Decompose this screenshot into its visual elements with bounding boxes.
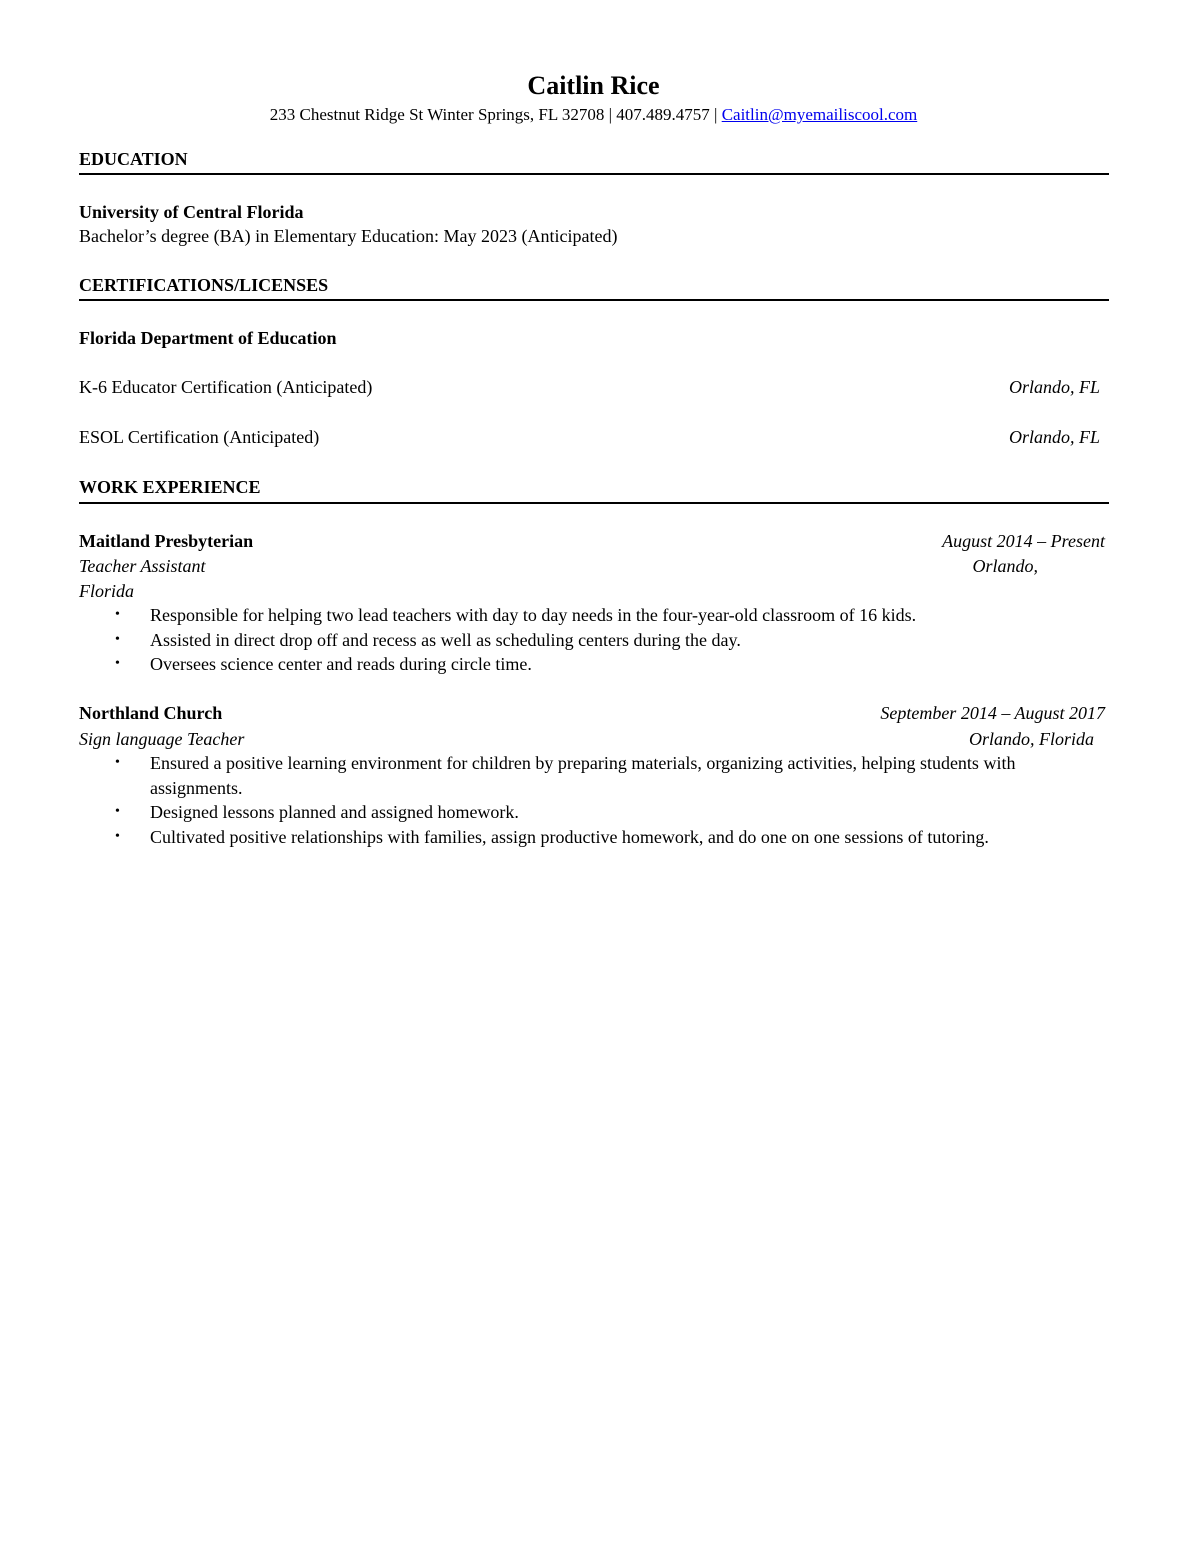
- job-location: Orlando,: [972, 556, 1038, 576]
- certification-name: K-6 Educator Certification (Anticipated): [79, 377, 373, 397]
- email-link[interactable]: Caitlin@myemailiscool.com: [721, 105, 918, 124]
- section-heading-work: WORK EXPERIENCE: [79, 477, 261, 497]
- candidate-name: Caitlin Rice: [527, 71, 660, 100]
- job-duties-list: [79, 603, 1109, 677]
- list-item: • Ensured a positive learning environment for children by preparing materials, organizing activities, helping students with assignments.: [115, 753, 1016, 798]
- list-item: • Assisted in direct drop off and recess as well as scheduling centers during the day.: [79, 628, 1109, 653]
- list-item: • Designed lessons planned and assigned homework.: [79, 800, 1109, 825]
- list-item: • Responsible for helping two lead teachers with day to day needs in the four-year-old classroom of 16 kids.: [79, 603, 1109, 628]
- certification-location: Orlando, FL: [1008, 427, 1100, 447]
- section-heading-education: EDUCATION: [79, 149, 188, 169]
- certification-location: Orlando, FL: [1008, 377, 1100, 397]
- section-rule-work: [79, 502, 1109, 504]
- bullet-icon: •: [115, 828, 120, 844]
- bullet-icon: •: [115, 656, 120, 671]
- job-title: Sign language Teacher: [79, 729, 245, 749]
- list-item: • Cultivated positive relationships with families, assign productive homework, and do one on one sessions of tutoring.: [79, 825, 1109, 850]
- education-degree: Bachelor’s degree (BA) in Elementary Education: May 2023 (Anticipated): [79, 226, 618, 246]
- job-duties-list: [79, 751, 1109, 849]
- contact-line: [0, 104, 1187, 126]
- contact-address-phone: 233 Chestnut Ridge St Winter Springs, FL 32708 | 407.489.4757 |: [269, 105, 722, 124]
- job-dates: August 2014 – Present: [942, 531, 1105, 551]
- job-dates: September 2014 – August 2017: [880, 703, 1105, 723]
- bullet-icon: •: [115, 755, 120, 770]
- certification-issuer: Florida Department of Education: [79, 328, 337, 348]
- bullet-icon: •: [115, 804, 120, 819]
- certification-name: ESOL Certification (Anticipated): [79, 427, 320, 447]
- job-location-continued: Florida: [79, 581, 135, 601]
- bullet-icon: •: [115, 631, 120, 647]
- section-rule-education: [79, 173, 1109, 175]
- job-location: Orlando, Florida: [968, 729, 1094, 749]
- section-heading-certifications: CERTIFICATIONS/LICENSES: [79, 275, 329, 295]
- job-employer: Northland Church: [79, 703, 223, 723]
- job-employer: Maitland Presbyterian: [79, 531, 254, 551]
- section-rule-certifications: [79, 299, 1109, 301]
- bullet-icon: •: [115, 607, 120, 622]
- education-school: University of Central Florida: [79, 202, 304, 222]
- job-title: Teacher Assistant: [79, 556, 206, 576]
- list-item: • Oversees science center and reads during circle time.: [79, 652, 1109, 677]
